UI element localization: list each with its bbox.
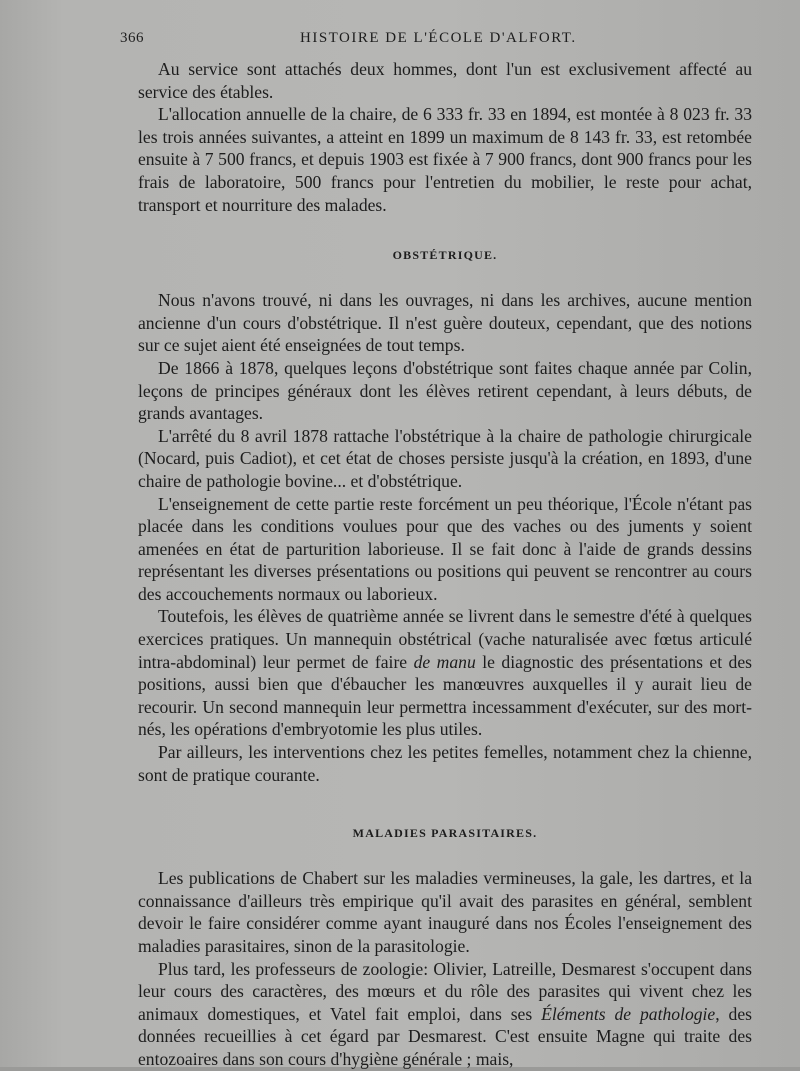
paragraph: Nous n'avons trouvé, ni dans les ouvrages, ni dans les archives, aucune mention ancienne d'un cours d'obstétrique. Il n'est guère douteux, cependant, que des notions sur ce sujet aient été enseignées de tout temps. bbox=[138, 290, 752, 356]
page-number: 366 bbox=[120, 30, 144, 46]
paragraph: Les publications de Chabert sur les maladies vermineuses, la gale, les dartres, et la connaissance d'ailleurs très empirique qu'il avait des parasites en général, semblent devoir le faire considérer comme ayant inauguré dans nos Écoles l'enseignement des maladies parasitaires, sinon de la parasitologie. bbox=[138, 868, 752, 956]
italic-phrase: de manu bbox=[413, 651, 476, 672]
paragraph: L'allocation annuelle de la chaire, de 6 333 fr. 33 en 1894, est montée à 8 023 fr. 33 les trois années suivantes, a atteint en 1899 un maximum de 8 143 fr. 33, est retombée ensuite à 7 500 francs, et depuis 1903 est fixée à 7 900 francs, dont 900 francs pour les frais de laboratoire, 500 francs pour l'entretien du mobilier, le reste pour achat, transport et nourriture des malades. bbox=[138, 104, 752, 215]
section-heading-obstetrique: OBSTÉTRIQUE. bbox=[392, 248, 498, 263]
paragraph: Par ailleurs, les interventions chez les petites femelles, notamment chez la chienne, sont de pratique courante. bbox=[138, 742, 752, 785]
section-heading-maladies-parasitaires: MALADIES PARASITAIRES. bbox=[352, 826, 538, 841]
paragraph-text: , des données recueillies à cet égard par Desmarest. C'est ensuite Magne qui traite des entozoaires dans son cours d'hygiène générale ; mais, bbox=[138, 1003, 752, 1069]
running-head bbox=[120, 30, 770, 52]
paragraph-text: le diagnostic des présentations et des positions, aussi bien que d'ébaucher les manœuvres auxquelles il y aurait lieu de recourir. Un second mannequin leur permettra incessamment d'exécuter, sur des mort-nés, les opérations d'embryotomie les plus utiles. bbox=[138, 651, 753, 740]
paragraph: L'arrêté du 8 avril 1878 rattache l'obstétrique à la chaire de pathologie chirurgicale (Nocard, puis Cadiot), et cet état de choses persiste jusqu'à la création, en 1893, d'une chaire de pathologie bovine... et d'obstétrique. bbox=[138, 425, 752, 491]
paragraph bbox=[138, 958, 752, 1071]
page-body bbox=[138, 58, 752, 1071]
paragraph bbox=[138, 605, 752, 741]
paragraph: Au service sont attachés deux hommes, dont l'un est exclusivement affecté au service des étables. bbox=[138, 59, 752, 102]
paragraph-text: Toutefois, les élèves de quatrième année se livrent dans le semestre d'été à quelques exercices pratiques. Un mannequin obstétrical (vache naturalisée avec fœtus articulé intra-abdominal) leur permet de faire bbox=[138, 606, 752, 672]
paragraph: L'enseignement de cette partie reste forcément un peu théorique, l'École n'étant pas placée dans les conditions voulues pour que des vaches ou des juments y soient amenées en état de parturition laborieuse. Il se fait donc à l'aide de grands dessins représentant les diverses présentations ou positions qui peuvent se rencontrer au cours des accouchements normaux ou laborieux. bbox=[138, 493, 752, 604]
paragraph-text: Plus tard, les professeurs de zoologie: Olivier, Latreille, Desmarest s'occupent dans leur cours des caractères, des mœurs et du rôle des parasites qui vivent chez les animaux domestiques, et Vatel fait emploi, dans ses bbox=[138, 958, 752, 1024]
italic-title: Éléments de pathologie bbox=[541, 1003, 716, 1024]
running-title: HISTOIRE DE L'ÉCOLE D'ALFORT. bbox=[300, 30, 577, 46]
paragraph: De 1866 à 1878, quelques leçons d'obstétrique sont faites chaque année par Colin, leçons de principes généraux dont les élèves retirent cependant, à leurs débuts, de grands avantages. bbox=[138, 357, 752, 424]
